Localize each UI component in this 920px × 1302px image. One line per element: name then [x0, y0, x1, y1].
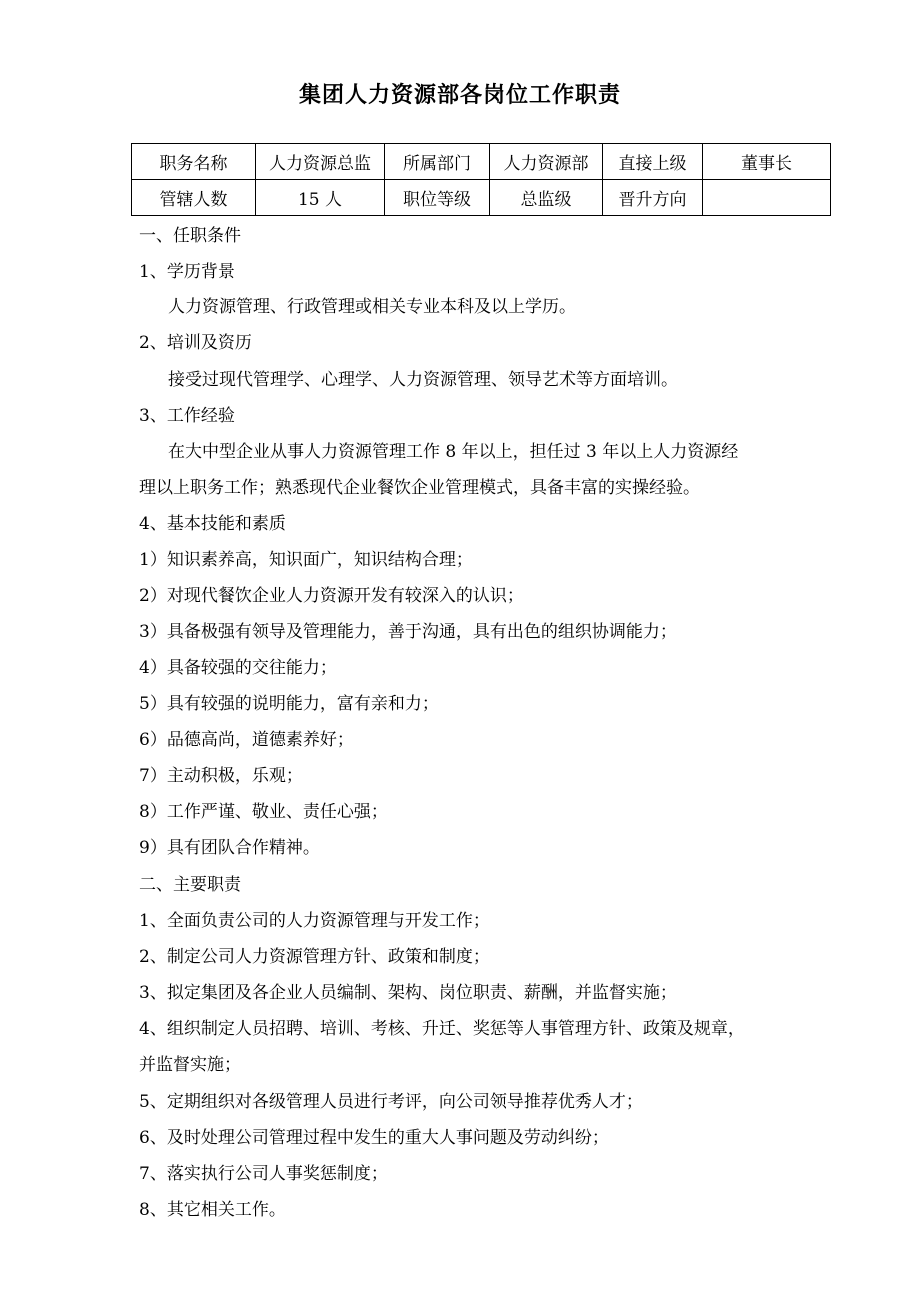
line: 3、工作经验	[139, 406, 235, 426]
line: 1、全面负责公司的人力资源管理与开发工作；	[139, 911, 490, 931]
line: 5）具有较强的说明能力，富有亲和力；	[139, 694, 439, 714]
line: 4、组织制定人员招聘、培训、考核、升迁、奖惩等人事管理方针、政策及规章，	[139, 1019, 745, 1039]
line: 3、拟定集团及各企业人员编制、架构、岗位职责、薪酬，并监督实施；	[139, 983, 677, 1003]
table-cell: 职务名称	[132, 144, 256, 180]
table-row	[132, 144, 831, 180]
table-cell: 人力资源部	[490, 144, 603, 180]
line: 二、主要职责	[139, 875, 241, 895]
line: 1）知识素养高，知识面广，知识结构合理；	[139, 550, 473, 570]
line: 2、培训及资历	[139, 333, 252, 353]
line: 8）工作严谨、敬业、责任心强；	[139, 802, 388, 822]
table-row	[132, 180, 831, 216]
line: 4、基本技能和素质	[139, 514, 286, 534]
line: 8、其它相关工作。	[139, 1200, 286, 1220]
line: 5、定期组织对各级管理人员进行考评，向公司领导推荐优秀人才；	[139, 1092, 643, 1112]
line: 7、落实执行公司人事奖惩制度；	[139, 1164, 388, 1184]
line: 接受过现代管理学、心理学、人力资源管理、领导艺术等方面培训。	[168, 370, 678, 390]
position-info-table	[131, 143, 831, 216]
line: 9）具有团队合作精神。	[139, 838, 320, 858]
line: 6）品德高尚，道德素养好；	[139, 730, 354, 750]
table-cell: 人力资源总监	[256, 144, 385, 180]
table-cell	[703, 180, 831, 216]
line: 3）具备极强有领导及管理能力，善于沟通，具有出色的组织协调能力；	[139, 622, 677, 642]
line: 在大中型企业从事人力资源管理工作 8 年以上，担任过 3 年以上人力资源经	[168, 442, 739, 462]
line: 1、学历背景	[139, 262, 235, 282]
table-cell: 董事长	[703, 144, 831, 180]
table-cell: 晋升方向	[603, 180, 703, 216]
line: 2、制定公司人力资源管理方针、政策和制度；	[139, 947, 490, 967]
line: 2）对现代餐饮企业人力资源开发有较深入的认识；	[139, 586, 524, 606]
table-cell: 总监级	[490, 180, 603, 216]
table-cell: 管辖人数	[132, 180, 256, 216]
line: 7）主动积极，乐观；	[139, 766, 303, 786]
line: 并监督实施；	[139, 1055, 241, 1075]
line: 4）具备较强的交往能力；	[139, 658, 337, 678]
line: 6、及时处理公司管理过程中发生的重大人事问题及劳动纠纷；	[139, 1128, 609, 1148]
table-cell: 15 人	[256, 180, 385, 216]
line: 理以上职务工作；熟悉现代企业餐饮企业管理模式，具备丰富的实操经验。	[139, 478, 700, 498]
table-cell: 直接上级	[603, 144, 703, 180]
table-cell: 职位等级	[385, 180, 490, 216]
line: 人力资源管理、行政管理或相关专业本科及以上学历。	[168, 297, 576, 317]
document-title: 集团人力资源部各岗位工作职责	[298, 82, 621, 108]
table-cell: 所属部门	[385, 144, 490, 180]
line: 一、任职条件	[139, 226, 241, 246]
